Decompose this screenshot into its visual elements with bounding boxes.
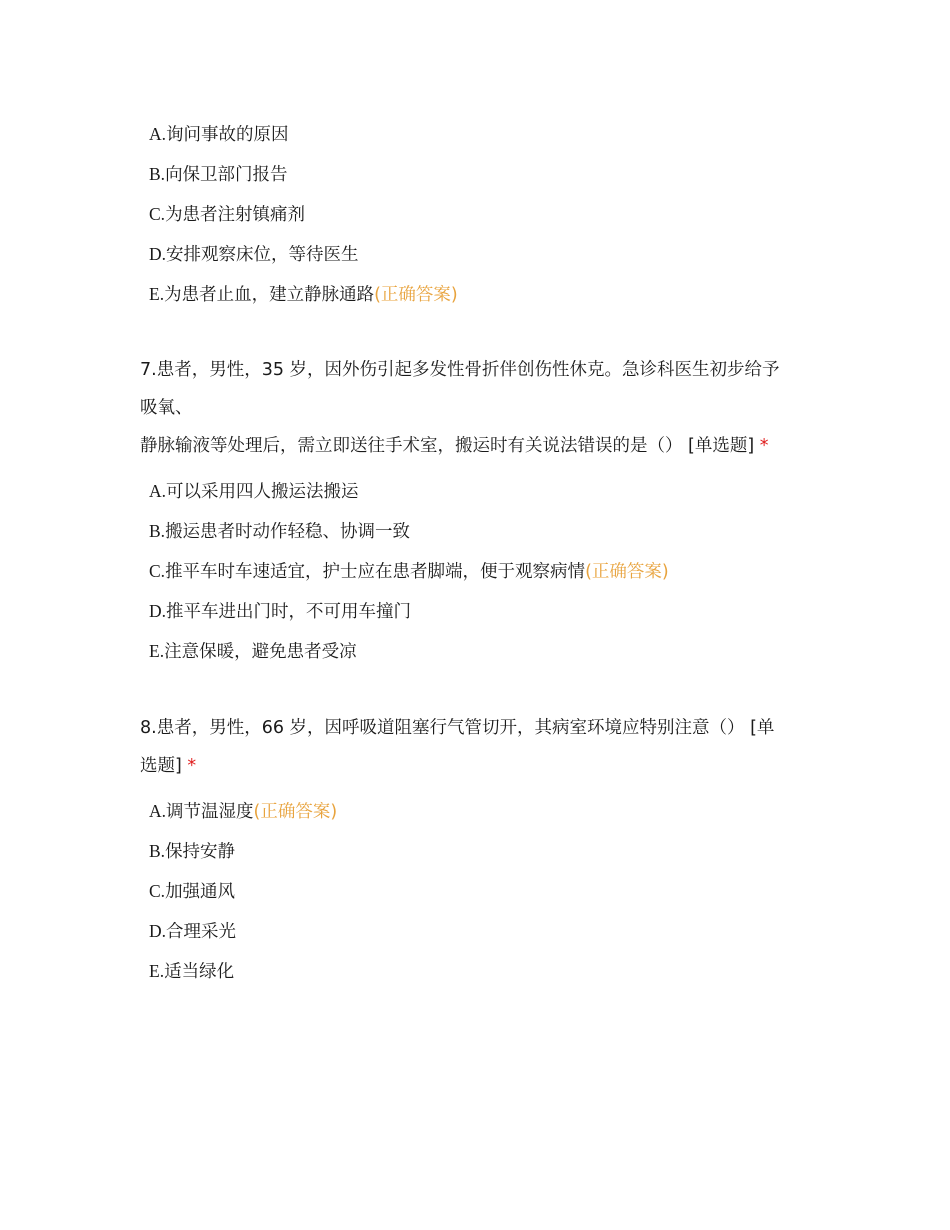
q8-option-a[interactable] bbox=[140, 791, 820, 831]
question-line: 7.患者，男性，35 岁，因外伤引起多发性骨折伴创伤性休克。急诊科医生初步给予 bbox=[140, 360, 780, 380]
option-letter: D. bbox=[149, 921, 167, 941]
option-text: 可以采用四人搬运法搬运 bbox=[166, 482, 359, 502]
q6-option-a[interactable] bbox=[140, 114, 820, 154]
q7-stem bbox=[140, 351, 820, 465]
option-text: 询问事故的原因 bbox=[166, 125, 289, 145]
question-line-text: 选题] bbox=[140, 756, 182, 776]
q6-option-b[interactable] bbox=[140, 154, 820, 194]
question-line bbox=[140, 427, 820, 465]
option-text: 保持安静 bbox=[165, 842, 236, 862]
option-letter: B. bbox=[149, 841, 166, 861]
option-letter: D. bbox=[149, 601, 167, 621]
question-line: 吸氧、 bbox=[140, 398, 193, 418]
correct-answer-mark: (正确答案) bbox=[374, 285, 458, 305]
option-text: 适当绿化 bbox=[164, 962, 235, 982]
q8-option-b[interactable] bbox=[140, 831, 820, 871]
required-mark: * bbox=[759, 436, 769, 456]
question-line bbox=[140, 747, 820, 785]
q8-option-e[interactable] bbox=[140, 951, 820, 991]
q7-option-c[interactable] bbox=[140, 551, 820, 591]
option-text: 注意保暖，避免患者受凉 bbox=[164, 642, 357, 662]
q8-option-d[interactable] bbox=[140, 911, 820, 951]
option-letter: C. bbox=[149, 881, 166, 901]
option-text: 加强通风 bbox=[165, 882, 236, 902]
option-letter: C. bbox=[149, 561, 166, 581]
option-letter: E. bbox=[149, 284, 165, 304]
q7-options bbox=[140, 471, 820, 671]
option-text: 推平车时车速适宜，护士应在患者脚端，便于观察病情 bbox=[165, 562, 586, 582]
q8-options bbox=[140, 791, 820, 991]
question-line: 8.患者，男性，66 岁，因呼吸道阻塞行气管切开，其病室环境应特别注意（） [单 bbox=[140, 718, 775, 738]
correct-answer-mark: (正确答案) bbox=[253, 802, 338, 822]
q6-options bbox=[140, 114, 820, 314]
option-text: 推平车进出门时，不可用车撞门 bbox=[166, 602, 412, 622]
option-letter: E. bbox=[149, 961, 165, 981]
q8-option-c[interactable] bbox=[140, 871, 820, 911]
option-letter: A. bbox=[149, 801, 167, 821]
option-letter: A. bbox=[149, 124, 167, 144]
option-letter: B. bbox=[149, 521, 166, 541]
q6-option-e[interactable] bbox=[140, 274, 820, 314]
option-letter: C. bbox=[149, 204, 166, 224]
q7-option-d[interactable] bbox=[140, 591, 820, 631]
q6-option-d[interactable] bbox=[140, 234, 820, 274]
q7-option-a[interactable] bbox=[140, 471, 820, 511]
option-letter: E. bbox=[149, 641, 165, 661]
q7-option-e[interactable] bbox=[140, 631, 820, 671]
option-letter: D. bbox=[149, 244, 167, 264]
option-text: 安排观察床位，等待医生 bbox=[166, 245, 359, 265]
option-letter: A. bbox=[149, 481, 167, 501]
option-text: 合理采光 bbox=[166, 922, 237, 942]
q7-option-b[interactable] bbox=[140, 511, 820, 551]
option-text: 为患者注射镇痛剂 bbox=[165, 205, 306, 225]
option-letter: B. bbox=[149, 164, 166, 184]
correct-answer-mark: (正确答案) bbox=[585, 562, 669, 582]
option-text: 为患者止血，建立静脉通路 bbox=[164, 285, 375, 305]
q6-option-c[interactable] bbox=[140, 194, 820, 234]
q8-stem bbox=[140, 709, 820, 785]
question-line-text: 静脉输液等处理后，需立即送往手术室，搬运时有关说法错误的是（） [单选题] bbox=[140, 436, 755, 456]
option-text: 调节温湿度 bbox=[166, 802, 254, 822]
option-text: 搬运患者时动作轻稳、协调一致 bbox=[165, 522, 411, 542]
option-text: 向保卫部门报告 bbox=[165, 165, 288, 185]
required-mark: * bbox=[187, 756, 197, 776]
